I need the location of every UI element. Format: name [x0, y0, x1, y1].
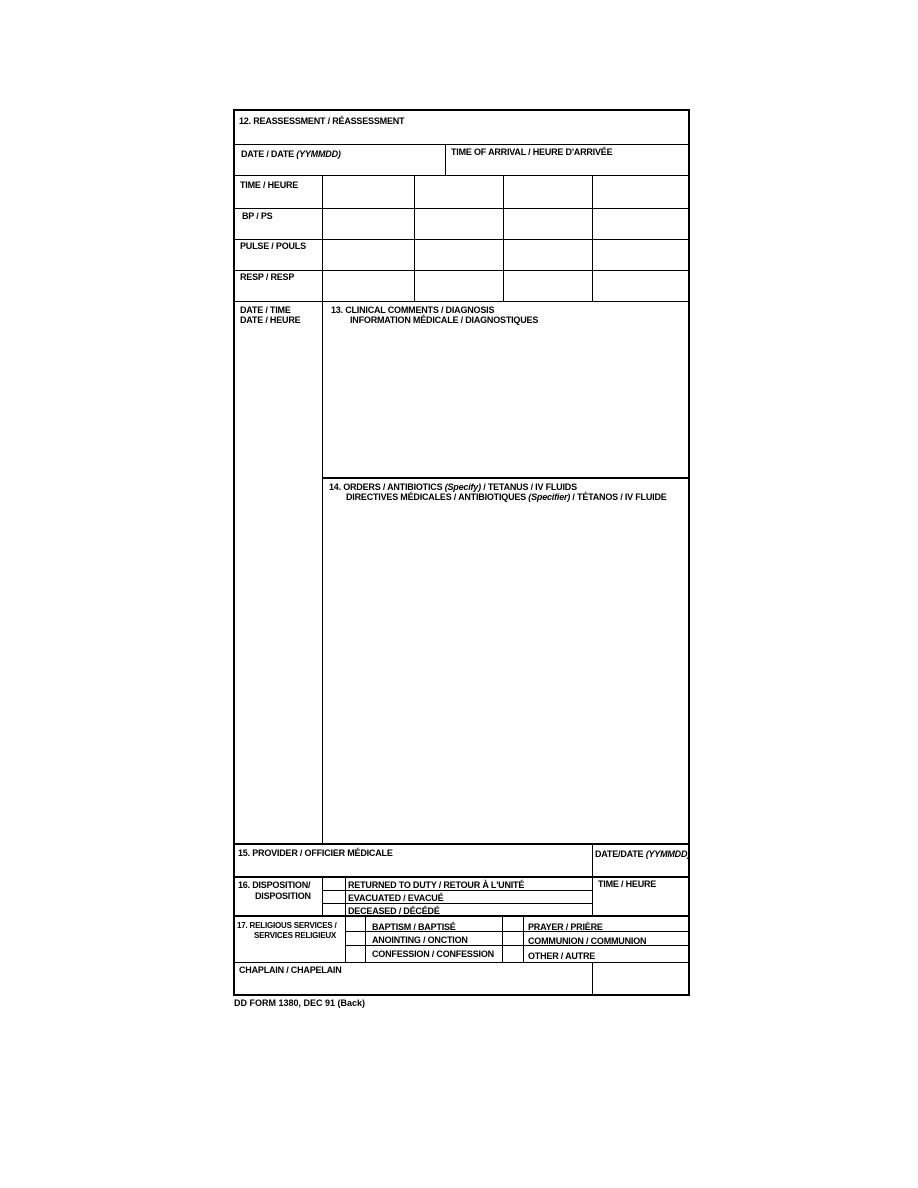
time-cell[interactable]	[323, 176, 414, 208]
section-14-title: 14. ORDERS / ANTIBIOTICS (Specify) / TETANUS / IV FLUIDS	[329, 482, 577, 492]
time-cell[interactable]	[504, 176, 592, 208]
divider	[502, 945, 688, 946]
other-label: OTHER / AUTRE	[528, 951, 596, 961]
datetime-column-field[interactable]	[235, 327, 322, 844]
baptism-checkbox[interactable]	[346, 918, 366, 930]
pulse-cell[interactable]	[323, 240, 414, 270]
prayer-label: PRAYER / PRIÈRE	[528, 922, 603, 932]
section-16-subtitle: DISPOSITION	[255, 891, 311, 901]
returned-checkbox[interactable]	[323, 878, 343, 890]
section-17-subtitle: SERVICES RELIGIEUX	[254, 931, 337, 940]
divider	[345, 945, 502, 946]
anointing-label: ANOINTING / ONCTION	[372, 935, 468, 945]
form-number: DD FORM 1380, DEC 91 (Back)	[234, 998, 366, 1008]
date-field[interactable]	[235, 145, 445, 175]
time-row-label: TIME / HEURE	[240, 180, 299, 190]
clinical-comments-field[interactable]	[323, 327, 688, 477]
confession-label: CONFESSION / CONFESSION	[372, 949, 494, 959]
provider-date-label: DATE/DATE (YYMMDD)	[595, 849, 691, 859]
divider	[235, 301, 688, 302]
time-cell[interactable]	[415, 176, 503, 208]
divider	[235, 876, 688, 878]
divider	[322, 890, 592, 891]
divider	[502, 931, 688, 932]
resp-cell[interactable]	[593, 271, 688, 301]
pulse-row-label: PULSE / POULS	[240, 241, 306, 251]
bp-cell[interactable]	[504, 209, 592, 239]
resp-cell[interactable]	[415, 271, 503, 301]
disposition-time-field[interactable]	[593, 891, 688, 915]
bp-row-label: BP / PS	[242, 211, 273, 221]
chaplain-label: CHAPLAIN / CHAPELAIN	[239, 965, 342, 975]
bp-cell[interactable]	[593, 209, 688, 239]
bp-cell[interactable]	[415, 209, 503, 239]
datetime-label: DATE / HEURE	[240, 315, 301, 325]
other-checkbox[interactable]	[503, 946, 523, 958]
section-13-title: 13. CLINICAL COMMENTS / DIAGNOSIS	[331, 305, 495, 315]
prayer-checkbox[interactable]	[503, 918, 523, 930]
section-17-title: 17. RELIGIOUS SERVICES /	[237, 921, 337, 930]
evacuated-checkbox[interactable]	[323, 891, 343, 903]
chaplain-date-field[interactable]	[593, 963, 688, 994]
divider	[322, 477, 688, 479]
date-label: DATE / DATE (YYMMDD)	[241, 149, 341, 159]
section-14-subtitle: DIRECTIVES MÉDICALES / ANTIBIOTIQUES (Specifier) / TÉTANOS / IV FLUIDE	[346, 492, 667, 502]
section-16-title: 16. DISPOSITION/	[238, 880, 311, 890]
evacuated-label: EVACUATED / EVACUÉ	[348, 893, 444, 903]
section-12-title: 12. REASSESSMENT / RÉASSESSMENT	[239, 116, 405, 126]
divider	[345, 877, 346, 915]
arrival-label: TIME OF ARRIVAL / HEURE D'ARRIVÉE	[451, 147, 613, 157]
divider	[235, 843, 688, 845]
baptism-label: BAPTISM / BAPTISÉ	[372, 922, 456, 932]
divider	[235, 915, 688, 917]
divider	[345, 931, 502, 932]
resp-cell[interactable]	[504, 271, 592, 301]
arrival-time-field[interactable]	[446, 145, 688, 175]
returned-label: RETURNED TO DUTY / RETOUR À L'UNITÉ	[348, 880, 525, 890]
communion-label: COMMUNION / COMMUNION	[528, 936, 647, 946]
section-13-subtitle: INFORMATION MÉDICALE / DIAGNOSTIQUES	[350, 315, 539, 325]
time-cell[interactable]	[593, 176, 688, 208]
anointing-checkbox[interactable]	[346, 932, 366, 944]
disposition-time-label: TIME / HEURE	[598, 879, 657, 889]
deceased-label: DECEASED / DÉCÉDÉ	[348, 906, 440, 916]
divider	[322, 903, 592, 904]
communion-checkbox[interactable]	[503, 932, 523, 944]
resp-cell[interactable]	[323, 271, 414, 301]
bp-cell[interactable]	[323, 209, 414, 239]
chaplain-field[interactable]	[235, 977, 592, 994]
provider-field[interactable]	[235, 860, 592, 876]
resp-row-label: RESP / RESP	[240, 272, 295, 282]
pulse-cell[interactable]	[593, 240, 688, 270]
orders-field[interactable]	[323, 505, 688, 843]
confession-checkbox[interactable]	[346, 946, 366, 958]
divider	[523, 917, 524, 962]
section-15-title: 15. PROVIDER / OFFICIER MÉDICALE	[238, 848, 393, 858]
pulse-cell[interactable]	[504, 240, 592, 270]
form-back-page	[233, 109, 690, 996]
provider-date-field[interactable]	[593, 861, 688, 876]
pulse-cell[interactable]	[415, 240, 503, 270]
datetime-label: DATE / TIME	[240, 305, 291, 315]
